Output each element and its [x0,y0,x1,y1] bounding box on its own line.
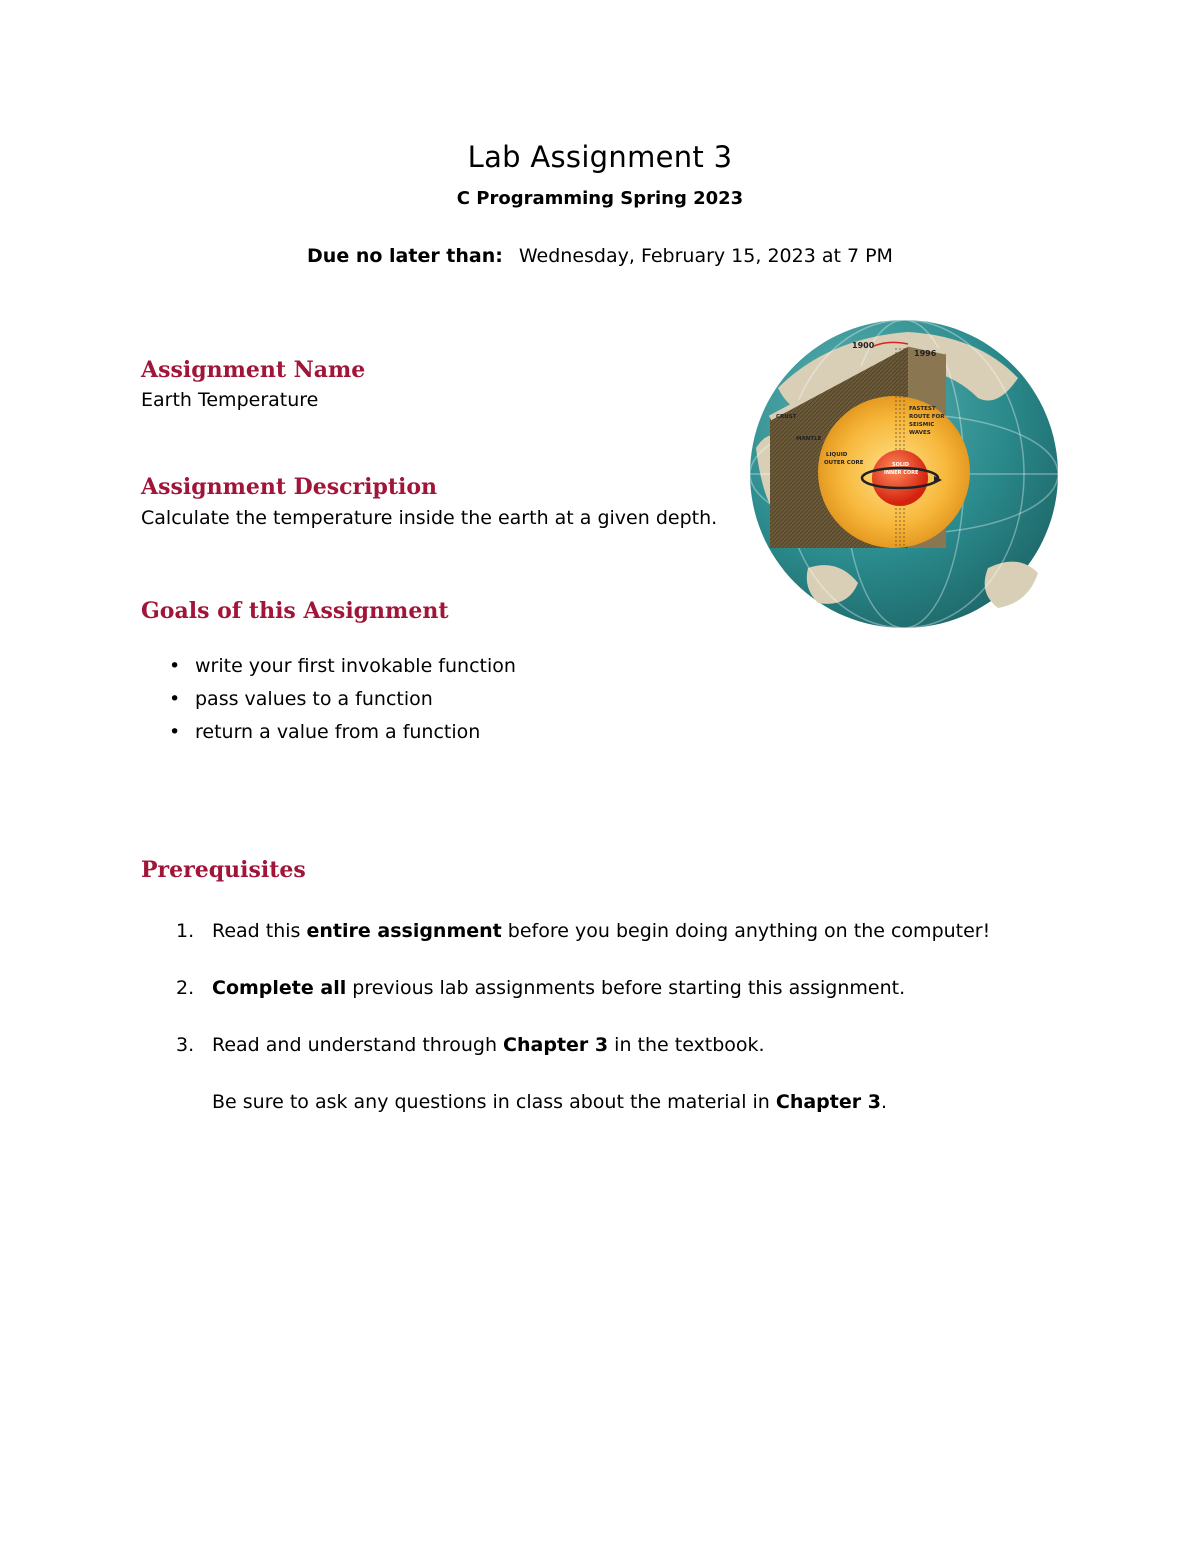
label-liquid-outer-core: OUTER CORE [824,460,864,466]
bold-text: Chapter 3 [503,1034,609,1056]
bold-text: entire assignment [306,920,502,942]
document-subtitle: C Programming Spring 2023 [456,188,744,209]
text: Be sure to ask any questions in class about the material in [212,1091,776,1113]
label-liquid-outer-core: LIQUID [826,452,848,458]
list-item [141,918,1041,944]
assignment-name-heading: Assignment Name [141,357,366,383]
list-item [141,975,1041,1001]
label-1900: 1900 [852,341,875,350]
text: Read this [212,920,307,942]
label-solid-inner-core: SOLID [892,462,910,468]
assignment-description-heading: Assignment Description [141,474,438,500]
bold-text: Chapter 3 [775,1091,881,1113]
text: before you begin doing anything on the computer! [501,920,991,942]
text: in the textbook. [608,1034,765,1056]
text: Read and understand through [212,1034,504,1056]
text: previous lab assignments before starting this assignment. [346,977,906,999]
label-fastest: FASTEST [909,406,936,412]
list-item: • pass values to a function [141,688,516,721]
label-fastest: ROUTE FOR [909,414,945,420]
assignment-name-value: Earth Temperature [141,389,319,411]
prerequisites-heading: Prerequisites [141,857,306,883]
prerequisites-list [141,918,1041,1146]
prerequisite-note [212,1089,1041,1115]
bold-text: Complete all [212,977,347,999]
due-label: Due no later than: [307,245,503,267]
inner-core [872,450,928,506]
text: . [880,1091,887,1113]
earth-cutaway-figure [748,318,1060,630]
list-number: 2. [176,977,195,999]
label-fastest: SEISMIC [909,422,935,428]
list-number: 3. [176,1034,195,1056]
assignment-description-value: Calculate the temperature inside the earth at a given depth. [141,507,718,529]
label-1996: 1996 [914,349,937,358]
goals-heading: Goals of this Assignment [141,598,449,624]
list-number: 1. [176,920,195,942]
list-item [141,1032,1041,1115]
goals-list [141,655,516,754]
label-fastest: WAVES [909,430,931,436]
document-title: Lab Assignment 3 [467,140,733,174]
due-value: Wednesday, February 15, 2023 at 7 PM [518,245,893,267]
due-date-line [0,245,1200,267]
label-crust: CRUST [776,414,797,420]
list-item: • write your first invokable function [141,655,516,688]
label-mantle: MANTLE [796,436,822,442]
land-mass [985,562,1038,608]
label-solid-inner-core: INNER CORE [884,470,919,476]
list-item: • return a value from a function [141,721,516,754]
